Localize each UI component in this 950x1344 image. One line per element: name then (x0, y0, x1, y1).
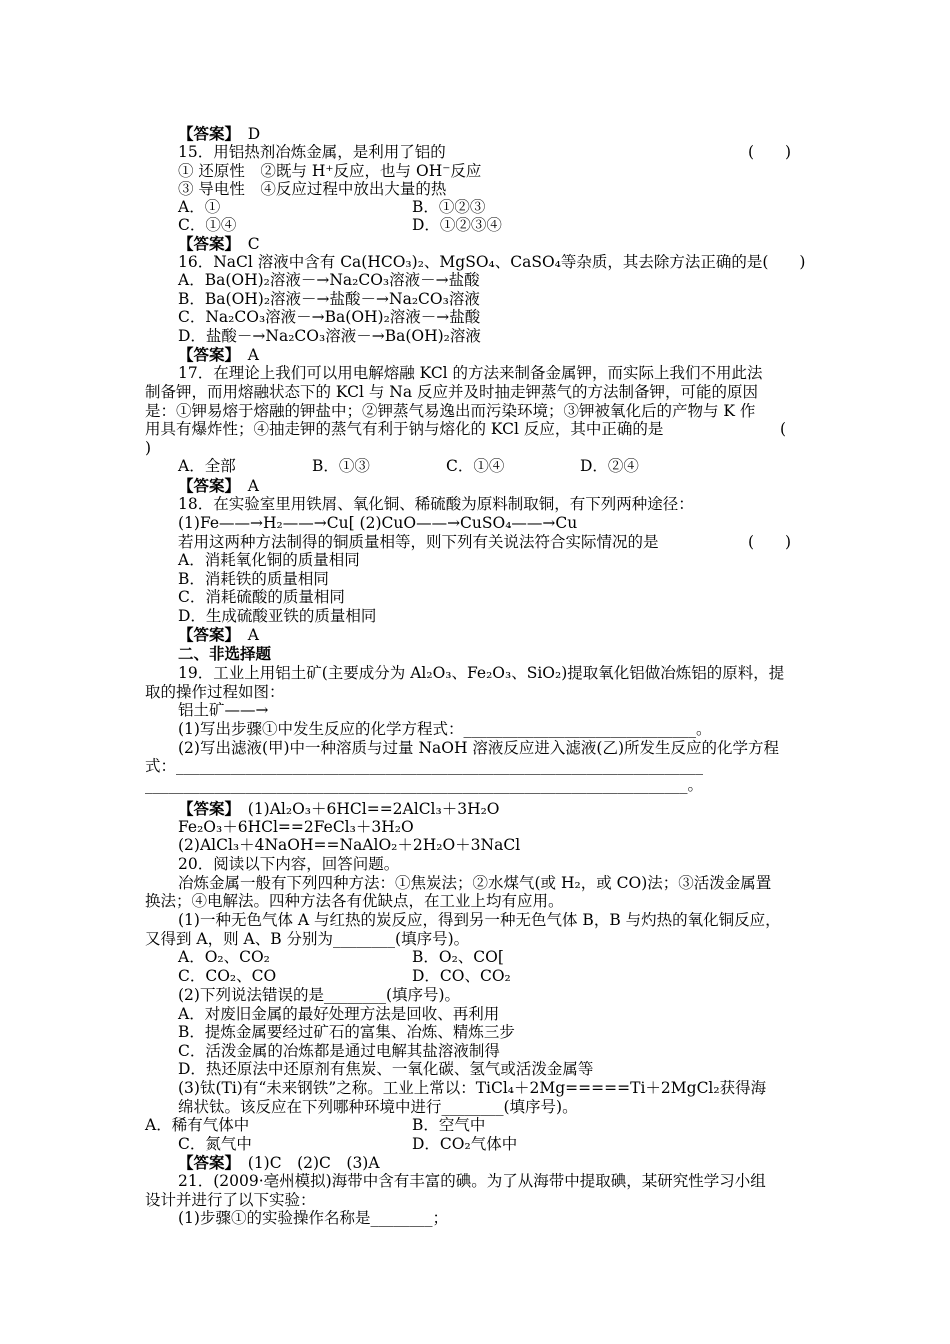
line-text: (2)下列说法错误的是________(填序号)。 (178, 986, 461, 1004)
line-text: (1)写出步骤①中发生反应的化学方程式： (178, 720, 464, 738)
text-line (178, 739, 779, 758)
text-line (178, 533, 659, 552)
answer-or-heading-line (178, 644, 271, 664)
text-line (178, 1023, 515, 1042)
answer-bracket: ( ) (748, 143, 792, 161)
line-text: 式： (145, 757, 177, 775)
text-line (145, 439, 151, 458)
text-line (178, 514, 577, 533)
line-text: 又得到 A，则 A、B 分别为________(填序号)。 (145, 930, 470, 948)
line-text: A．① (178, 198, 221, 216)
answer-value: A (232, 477, 259, 495)
text-line (145, 683, 285, 702)
text-line (178, 967, 276, 986)
text-line (178, 162, 481, 181)
text-line (178, 1135, 252, 1154)
answer-or-heading-line (178, 345, 259, 365)
answer-bracket: ( (780, 420, 787, 438)
option-column-2: D．CO₂气体中 (412, 1135, 518, 1153)
answer-value: (1)Al₂O₃＋6HCl==2AlCl₃＋3H₂O (232, 800, 500, 818)
line-text: 15．用铝热剂冶炼金属，是利用了铝的 (178, 143, 446, 161)
option-column-2: D．①②③④ (412, 216, 502, 234)
line-text: 制备钾，而用熔融状态下的 KCl 与 Na 反应并及时抽走钾蒸气的方法制备钾，可能的原因 (145, 383, 758, 401)
line-text: D．生成硫酸亚铁的质量相同 (178, 607, 377, 625)
line-text: A．消耗氧化铜的质量相同 (178, 551, 360, 569)
text-line (178, 986, 460, 1005)
text-line (178, 290, 480, 309)
line-text: ③ 导电性 ④反应过程中放出大量的热 (178, 180, 447, 198)
text-line (178, 308, 480, 327)
line-text: A．全部 (178, 457, 236, 475)
text-line (178, 1079, 766, 1098)
text-line (178, 198, 220, 217)
line-text: B．消耗铁的质量相同 (178, 570, 329, 588)
line-end-punctuation: 。 (687, 776, 704, 794)
text-line (145, 757, 703, 776)
line-text: 设计并进行了以下实验： (145, 1191, 316, 1209)
line-text: Fe₂O₃＋6HCl==2FeCl₃＋3H₂O (178, 818, 414, 836)
answer-label: 【答案】 (178, 476, 233, 495)
text-line (178, 216, 236, 235)
line-text: C．氮气中 (178, 1135, 252, 1153)
line-text: 是：①钾易熔于熔融的钾盐中；②钾蒸气易逸出而污染环境；③钾被氧化后的产物与 K 作 (145, 402, 756, 420)
text-line (178, 495, 694, 514)
text-line (178, 180, 446, 199)
line-text: 21．(2009·亳州模拟)海带中含有丰富的碘。为了从海带中提取碘，某研究性学习小组 (178, 1172, 766, 1190)
text-line (178, 1098, 578, 1117)
line-text: 20．阅读以下内容，回答问题。 (178, 855, 400, 873)
line-text: (1)Fe——→H₂——→Cu[ (2)CuO——→CuSO₄——→Cu (178, 514, 578, 532)
text-line (178, 551, 360, 570)
answer-label: 【答案】 (178, 799, 233, 818)
fill-in-blank: ____________________________________________________________________ (176, 757, 704, 775)
answer-value: A (232, 346, 259, 364)
line-text: (2)写出滤液(甲)中一种溶质与过量 NaOH 溶液反应进入滤液(乙)所发生反应的化学方程 (178, 739, 780, 757)
text-line (178, 1042, 500, 1061)
line-text: 绵状钛。该反应在下列哪种环境中进行________(填序号)。 (178, 1098, 578, 1116)
answer-or-heading-line (178, 234, 260, 254)
line-text: A．对废旧金属的最好处理方法是回收、再利用 (178, 1005, 500, 1023)
line-end-punctuation: 。 (695, 720, 712, 738)
text-line (178, 874, 771, 893)
line-text: ) (145, 439, 152, 457)
line-text: C．活泼金属的冶炼都是通过电解其盐溶液制得 (178, 1042, 500, 1060)
line-text: B．Ba(OH)₂溶液－→盐酸－→Na₂CO₃溶液 (178, 290, 480, 308)
answer-label: 【答案】 (178, 345, 233, 364)
text-line (178, 570, 329, 589)
line-text: A．O₂、CO₂ (178, 948, 270, 966)
answer-label: 【答案】 (178, 234, 233, 253)
text-line (178, 911, 781, 930)
answer-or-heading-line (178, 625, 259, 645)
line-text: 冶炼金属一般有下列四种方法：①焦炭法；②水煤气(或 H₂，或 CO)法；③活泼金属置 (178, 874, 772, 892)
text-line (145, 776, 703, 795)
line-text: C．消耗硫酸的质量相同 (178, 588, 345, 606)
line-text: 17．在理论上我们可以用电解熔融 KCl 的方法来制备金属钾，而实际上我们不用此法 (178, 364, 763, 382)
text-line (178, 1060, 593, 1079)
text-line (178, 664, 784, 683)
text-line (145, 930, 469, 949)
answer-value: D (232, 125, 261, 143)
text-line (145, 1116, 249, 1135)
answer-value: C (232, 235, 260, 253)
line-text: 二、非选择题 (178, 644, 272, 663)
line-text: B．提炼金属要经过矿石的富集、冶炼、精炼三步 (178, 1023, 515, 1041)
text-line (145, 402, 755, 421)
option-column-2: D．CO、CO₂ (412, 967, 511, 985)
line-text: A．稀有气体中 (145, 1116, 250, 1134)
line-text: A．Ba(OH)₂溶液－→Na₂CO₃溶液－→盐酸 (178, 271, 480, 289)
answer-or-heading-line (178, 476, 259, 496)
answer-or-heading-line (178, 799, 500, 819)
option-item: D．②④ (580, 457, 639, 475)
line-text: 19．工业上用铝土矿(主要成分为 Al₂O₃、Fe₂O₃、SiO₂)提取氧化铝做冶炼铝的原料，提 (178, 664, 785, 682)
text-line (178, 271, 480, 290)
text-line (178, 818, 414, 837)
line-text: C．CO₂、CO (178, 967, 277, 985)
line-text: 取的操作过程如图： (145, 683, 285, 701)
text-line (178, 327, 481, 346)
answer-label: 【答案】 (178, 625, 233, 644)
line-text: C．①④ (178, 216, 237, 234)
text-line (178, 1172, 766, 1191)
line-text: D．盐酸－→Na₂CO₃溶液－→Ba(OH)₂溶液 (178, 327, 481, 345)
text-line (145, 1191, 316, 1210)
text-line (178, 1005, 499, 1024)
line-text: 换法；④电解法。四种方法各有优缺点，在工业上均有应用。 (145, 892, 564, 910)
text-line (178, 253, 805, 272)
line-text: D．热还原法中还原剂有焦炭、一氧化碳、氢气或活泼金属等 (178, 1060, 594, 1078)
answer-label: 【答案】 (178, 124, 233, 143)
option-column-2: B．①②③ (412, 198, 486, 216)
option-column-2: B．O₂、CO[ (412, 948, 504, 966)
text-line (178, 855, 399, 874)
line-text: 16．NaCl 溶液中含有 Ca(HCO₃)₂、MgSO₄、CaSO₄等杂质，其去除方法正确的是( ) (178, 253, 806, 271)
text-line (178, 720, 711, 739)
line-text: C．Na₂CO₃溶液－→Ba(OH)₂溶液－→盐酸 (178, 308, 481, 326)
text-line (145, 383, 758, 402)
option-item: C．①④ (446, 457, 505, 475)
text-line (178, 457, 236, 476)
answer-value: A (232, 626, 259, 644)
line-text: 铝土矿——→ (178, 701, 269, 719)
answer-or-heading-line (178, 124, 260, 144)
text-line (178, 607, 376, 626)
text-line (178, 364, 763, 383)
text-line (178, 588, 345, 607)
line-text: 若用这两种方法制得的铜质量相等，则下列有关说法符合实际情况的是 (178, 533, 659, 551)
line-text: ① 还原性 ②既与 H⁺反应，也与 OH⁻反应 (178, 162, 482, 180)
fill-in-blank: ______________________________ (463, 720, 696, 738)
option-item: B．①③ (312, 457, 370, 475)
text-line (145, 892, 564, 911)
line-text: (1)步骤①的实验操作名称是________； (178, 1209, 448, 1227)
answer-bracket: ( ) (748, 533, 792, 551)
line-text: (2)AlCl₃＋4NaOH==NaAlO₂＋2H₂O＋3NaCl (178, 836, 521, 854)
text-line (178, 1209, 448, 1228)
text-line (178, 836, 520, 855)
line-text: (1)一种无色气体 A 与红热的炭反应，得到另一种无色气体 B，B 与灼热的氧化铜反应， (178, 911, 781, 929)
answer-label: 【答案】 (178, 1153, 233, 1172)
line-text: (3)钛(Ti)有“未来钢铁”之称。工业上常以：TiCl₄＋2Mg=====Ti＋2MgCl₂获得海 (178, 1079, 767, 1097)
text-line (178, 948, 270, 967)
fill-in-blank: ______________________________________________________________________ (145, 776, 688, 794)
line-text: 18．在实验室里用铁屑、氧化铜、稀硫酸为原料制取铜，有下列两种途径： (178, 495, 694, 513)
option-column-2: B．空气中 (412, 1116, 486, 1134)
text-line (178, 143, 446, 162)
answer-value: (1)C (2)C (3)A (232, 1154, 380, 1172)
answer-or-heading-line (178, 1153, 380, 1173)
text-line (145, 420, 663, 439)
line-text: 用具有爆炸性；④抽走钾的蒸气有利于钠与熔化的 KCl 反应，其中正确的是 (145, 420, 664, 438)
text-line (178, 701, 269, 720)
